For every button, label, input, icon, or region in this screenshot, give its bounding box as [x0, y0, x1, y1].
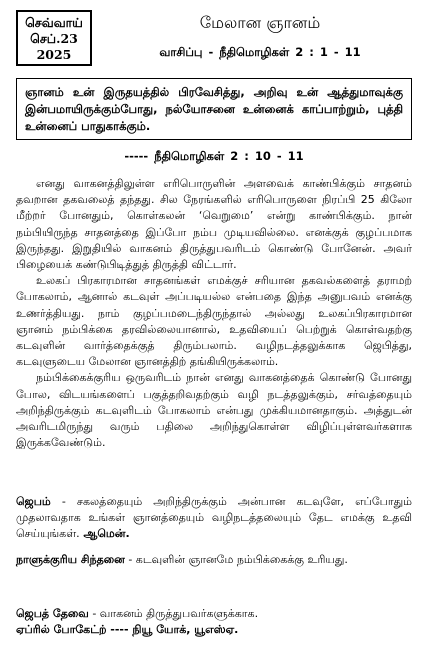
april-label: ஏப்ரில் போகேட்ற் [16, 623, 107, 637]
prayer-text: - சகலத்தையும் அறிந்திருக்கும் அன்பான கடவுளே, எப்போதும் முதலாவதாக உங்கள் ஞானத்தையும் வழிநடத்தலையும் தேட எமக்கு உதவி செய்யுங்கள். [16, 495, 412, 541]
paragraph-1: எனது வாகனத்திலுள்ள எரிபொருளின் அளவைக் காண்பிக்கும் சாதனம் தவறான தகவலைத் தந்தது. சில நேரங்களில் எரிபொருளை நிரப்பி 25 கிலோ மீற்றர் போனதும், கொள்கலன் ‘வெறுமை’ என்று காண்பிக்கும். நான் நம்பியிருந்த சாதனத்தை இப்போ நம்ப முடியவில்லை. எனக்குக் குழப்பமாக இருந்தது. இறுதியில் வாகனம் திருத்துபவரிடம் கொண்டு போனேன். அவர் பிழையைக் கண்டுபிடித்துத் திருத்தி விட்டார். [16, 177, 412, 272]
thought-text: - கடவுளின் ஞானமே நம்பிக்கைக்கு உரியது. [124, 553, 348, 566]
prayer-need-label: ஜெபத் தேவை [16, 607, 89, 620]
april-text: ---- நியூ யோக், யூஎஸ்ஏ. [106, 623, 239, 637]
devotion-body [16, 176, 412, 451]
prayer-need-section [16, 606, 412, 638]
key-verse-box [16, 78, 412, 140]
date-day: செவ்வாய் [25, 15, 83, 30]
page-title: மேலான ஞானம் [199, 13, 321, 32]
paragraph-3: நம்பிக்கைக்குரிய ஒருவரிடம் நான் எனது வாகனத்தைக் கொண்டு போனது போல, விடயங்களைப் பகுத்தறிவதற்கும் வழி நடத்தலுக்கும், சர்வத்தையும் அறிந்திருக்கும் கடவுளிடம் போகலாம் என்பது முக்கியமானதாகும். அத்துடன் அவரிடமிருந்து வரும் பதிலை அறிந்துகொள்ள விழிப்புள்ளவர்களாக இருக்கவேண்டும். [16, 371, 412, 450]
prayer-label: ஜெபம் [16, 495, 51, 508]
date-date: செப்.23 [30, 31, 78, 46]
reading-reference: வாசிப்பு - நீதிமொழிகள் 2 : 1 - 11 [159, 45, 361, 59]
prayer-need-text: - வாகனம் திருத்துபவர்களுக்காக. [88, 607, 259, 620]
april-line [16, 622, 412, 638]
thought-section [16, 552, 412, 568]
prayer-section [16, 494, 412, 543]
prayer-amen: ஆமென். [79, 527, 130, 541]
prayer-need-line [16, 606, 412, 622]
thought-label: நாளுக்குரிய சிந்தனை [16, 553, 125, 566]
verse-reference: ----- நீதிமொழிகள் 2 : 10 - 11 [124, 149, 304, 163]
date-box [16, 10, 92, 66]
paragraph-2: உலகப் பிரகாரமான சாதனங்கள் எமக்குச் சரியான தகவல்களைத் தராமற் போகலாம், ஆனால் கடவுள் அப்படியல்ல என்பதை இந்த அனுபவம் எனக்கு உணர்த்தியது. நாம் குழப்பமடைந்திருந்தால் அல்லது உலகப்பிரகாரமான ஞானம் நம்பிக்கை தரவில்லையானால், உதவியைப் பெற்றுக் கொள்வதற்கு கடவுளின் வார்த்தைக்குத் திரும்பலாம். வழிநடத்தலுக்காக ஜெபித்து, கடவுளுடைய மேலான ஞானத்திற் தங்கியிருக்கலாம். [16, 274, 412, 369]
date-year: 2025 [36, 47, 72, 62]
key-verse-text: ஞானம் உன் இருதயத்தில் பிரவேசித்து, அறிவு உன் ஆத்துமாவுக்கு இன்பமாயிருக்கும்போது, நல்யோசனை உன்னைக் காப்பாற்றும், புத்தி உன்னைப் பாதுகாக்கும். [25, 85, 403, 133]
